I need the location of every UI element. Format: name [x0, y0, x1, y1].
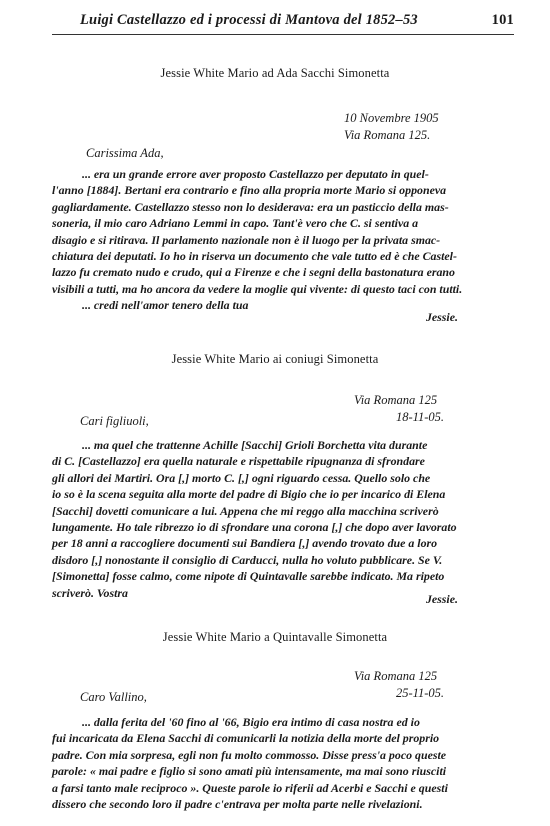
letter-2-title: Jessie White Mario ai coniugi Simonetta [171, 352, 379, 366]
body-line: lungamente. Ho tale ribrezzo io di sfrondare una corona [,] che dopo aver lavorato [52, 520, 457, 535]
body-line: chiatura dei deputati. Io ho in riserva un documento che vale tutto ed è che Castel- [52, 249, 457, 264]
letter-2-salutation: Cari figliuoli, [80, 414, 149, 428]
letter-1-salutation: Carissima Ada, [86, 146, 164, 160]
body-line: ... ma quel che trattenne Achille [Sacchi] Grioli Borchetta vita durante [82, 438, 428, 452]
letter-1-title: Jessie White Mario ad Ada Sacchi Simonetta [160, 66, 390, 80]
body-line: dissero che secondo loro il padre c'entrava per molta parte nelle rivelazioni. [52, 797, 423, 812]
running-header [80, 12, 514, 29]
body-line: disdoro [,] nonostante il consiglio di Carducci, nulla ho voluto pubblicare. Se V. [52, 552, 443, 567]
body-line: di C. [Castellazzo] era quella naturale e rispettabile ripugnanza di sfrondare [52, 454, 425, 469]
header-rule [52, 34, 514, 35]
letter-1-place-line: Via Romana 125. [344, 128, 431, 142]
body-line: scriverò. Vostra [52, 585, 128, 600]
body-line: fui incaricata da Elena Sacchi di comunicarli la notizia della morte del proprio [52, 731, 440, 746]
body-line: visibili a tutti, ma ho ancora da vedere la moglie qui vivente: di questo taci con tutti. [52, 281, 463, 296]
body-line: a farsi tanto male reciproco ». Queste parole io riferii ad Acerbi e Sacchi e questi [52, 780, 448, 795]
letter-2-body [52, 437, 514, 601]
letter-2-date-line: 18-11-05. [396, 410, 445, 424]
body-line: parole: « mai padre e figlio si sono amati più intensamente, ma mai sono riusciti [52, 764, 447, 779]
body-line: disagio e si ritirava. Il parlamento nazionale non è il luogo per la privata smac- [52, 232, 441, 247]
body-line: io so è la scena seguita alla morte del padre di Bigio che io per incarico di Elena [52, 487, 446, 502]
body-line: soneria, il mio caro Adriano Lemmi in capo. Tant'è vero che C. si sentiva a [52, 216, 419, 231]
letter-2-date [354, 392, 444, 426]
letter-1-date-line: 10 Novembre 1905 [344, 111, 439, 125]
letter-3-place-line: Via Romana 125 [354, 669, 438, 683]
letter-3-date [354, 668, 444, 702]
body-line: gli allori dei Martiri. Ora [,] morto C. [,] ogni riguardo cessa. Quello solo che [52, 470, 431, 485]
letter-1-date [344, 110, 439, 144]
running-title: Luigi Castellazzo ed i processi di Mantova del 1852–53 [80, 12, 418, 28]
letter-1-body [52, 166, 514, 314]
letter-3-date-line: 25-11-05. [396, 686, 445, 700]
body-line: per 18 anni a raccogliere documenti sui Bandiera [,] avendo trovato due a loro [52, 536, 438, 551]
body-line: ... era un grande errore aver proposto Castellazzo per deputato in quel- [82, 167, 429, 181]
letter-2-signature: Jessie. [425, 592, 458, 606]
letter-2-place-line: Via Romana 125 [354, 393, 438, 407]
letter-3-salutation: Caro Vallino, [80, 690, 147, 704]
body-line: lazzo fu cremato nudo e crudo, qui a Firenze e che i segni della bastonatura erano [52, 265, 455, 280]
body-line: l'anno [1884]. Bertani era contrario e fino alla propria morte Mario si opponeva [52, 183, 447, 198]
page-number: 101 [491, 12, 514, 28]
body-line: padre. Con mia sorpresa, egli non fu molto commosso. Disse press'a poco queste [52, 747, 447, 762]
letter-1-signature: Jessie. [425, 310, 458, 324]
body-line: [Sacchi] dovetti comunicare a lui. Appena che mi reggo alla macchina scriverò [52, 503, 439, 518]
body-line: ... dalla ferita del '60 fino al '66, Bigio era intimo di casa nostra ed io [82, 715, 420, 729]
letter-3-title: Jessie White Mario a Quintavalle Simonetta [162, 630, 388, 644]
letter-3-body [52, 714, 514, 812]
body-line: ... credi nell'amor tenero della tua [82, 298, 249, 313]
body-line: [Simonetta] fosse calmo, come nipote di Quintavalle sarebbe indicato. Ma ripeto [52, 569, 445, 584]
body-line: gagliardamente. Castellazzo stesso non lo desiderava: era un pasticcio della mas- [52, 199, 449, 214]
